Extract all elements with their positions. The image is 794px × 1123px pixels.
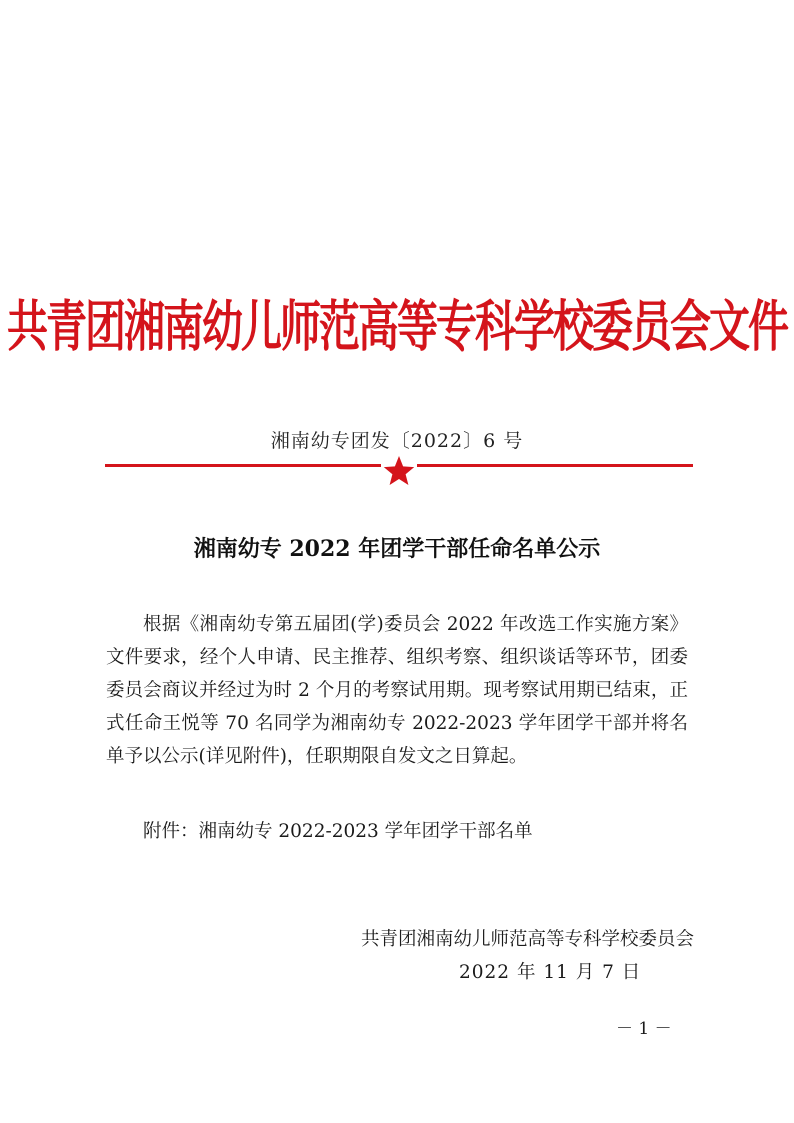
page-number: － 1 － xyxy=(616,1019,672,1039)
issue-date: 2022 年 11 月 7 日 xyxy=(459,962,642,983)
star-icon xyxy=(384,456,414,485)
divider-line-left xyxy=(105,464,381,467)
attachment-line: 附件：湘南幼专 2022-2023 学年团学干部名单 xyxy=(143,821,533,842)
issuer-name: 共青团湘南幼儿师范高等专科学校委员会 xyxy=(360,929,694,950)
body-paragraph: 根据《湘南幼专第五届团(学)委员会 2022 年改选工作实施方案》文件要求，经个人申请、民主推荐、组织考察、组织谈话等环节，团委委员会商议并经过为时 2 个月的考察试用期。现考察试用期已结束，正式任命王悦等 70 名同学为湘南幼专 2022-2023 学年团学干部并将名单予以公示(详见附件)，任职期限自发文之日算起。 xyxy=(106,614,688,767)
document-masthead: 共青团湘南幼儿师范高等专科学校委员会文件 xyxy=(7,294,787,359)
divider-line-right xyxy=(417,464,693,467)
page-title: 湘南幼专 2022 年团学干部任命名单公示 xyxy=(193,536,601,562)
red-divider xyxy=(105,456,693,486)
document-number: 湘南幼专团发〔2022〕6 号 xyxy=(270,430,524,452)
